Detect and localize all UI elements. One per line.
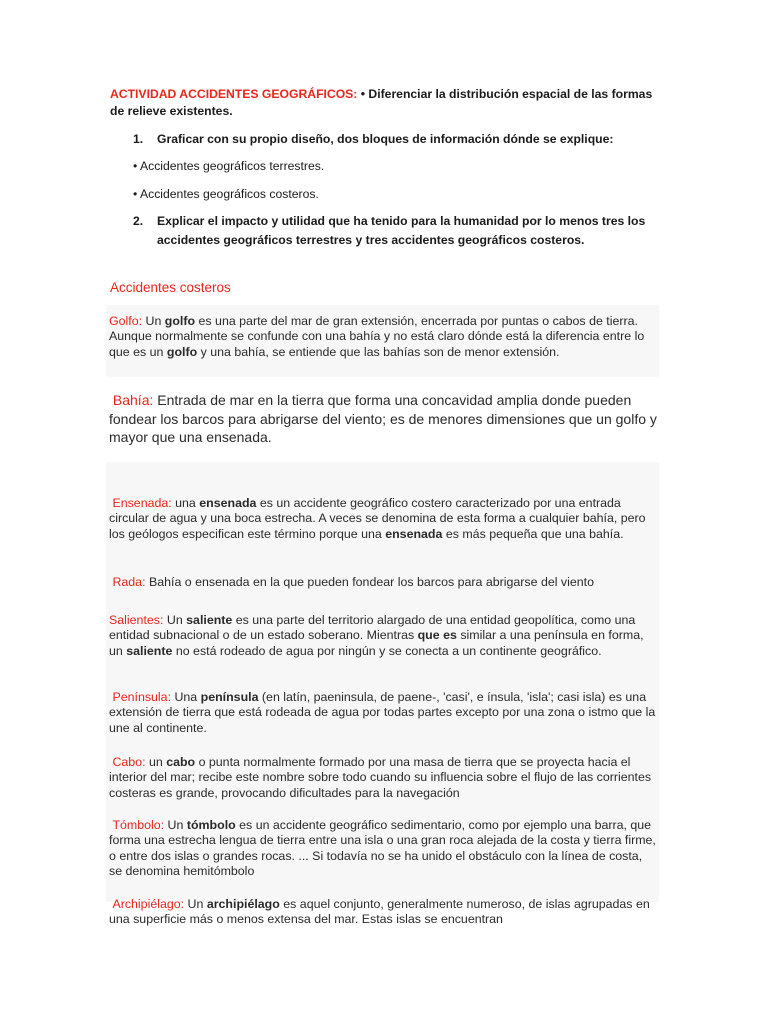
entry-peninsula: Península: Una península (en latín, paeninsula, de paene-, 'casi', e ínsula, 'isla'; casi isla) es una extensión de tierra que está rodeada de agua por todas partes excepto por una zona o istmo que la une al continente. xyxy=(109,690,656,735)
entry-cabo: Cabo: un cabo o punta normalmente formado por una masa de tierra que se proyecta hacia el interior del mar; recibe este nombre sobre todo cuando su influencia sobre el flujo de las corrientes costeras es grande, provocando dificultades para la navegación xyxy=(109,755,652,800)
term-golfo: Golfo: xyxy=(109,314,143,328)
item-text: Graficar con su propio diseño, dos bloques de información dónde se explique: xyxy=(157,132,614,146)
activity-title: ACTIVIDAD ACCIDENTES GEOGRÁFICOS: xyxy=(110,87,358,101)
instruction-item-1 xyxy=(133,130,655,149)
entry-bahia: Bahía: Entrada de mar en la tierra que forma una concavidad amplia donde pueden fondear los barcos para abrigarse del viento; es de menores dimensiones que un golfo y mayor que una ensenada. xyxy=(109,392,657,445)
term-cabo: Cabo: xyxy=(112,755,146,769)
term-salientes: Salientes: xyxy=(109,613,164,627)
section-title: Accidentes costeros xyxy=(110,280,231,295)
entry-golfo: Golfo: Un golfo es una parte del mar de gran extensión, encerrada por puntas o cabos de tierra. Aunque normalmente se confunde con una bahía y no está claro dónde está la diferencia entre lo que es un golfo y una bahía, se entiende que las bahías son de menor extensión. xyxy=(109,314,645,359)
entry-rada: Rada: Bahía o ensenada en la que pueden fondear los barcos para abrigarse del viento xyxy=(112,575,594,589)
instruction-item-2 xyxy=(133,212,655,250)
term-peninsula: Península: xyxy=(112,690,172,704)
item-number: 2. xyxy=(133,214,144,228)
term-tombolo: Tómbolo: xyxy=(112,818,165,832)
term-archipielago: Archipiélago: xyxy=(112,897,185,911)
item-text: Explicar el impacto y utilidad que ha tenido para la humanidad por lo menos tres los accidentes geográficos terrestres y tres accidentes geográficos costeros. xyxy=(157,214,646,247)
entry-archipielago: Archipiélago: Un archipiélago es aquel conjunto, generalmente numeroso, de islas agrupadas en una superficie más o menos extensa del mar. Estas islas se encuentran xyxy=(109,897,650,927)
bullet-terrestres: • Accidentes geográficos terrestres. xyxy=(133,159,325,173)
entry-tombolo: Tómbolo: Un tómbolo es un accidente geográfico sedimentario, como por ejemplo una barra, que forma una estrecha lengua de tierra entre una isla o una gran roca alejada de la costa y tierra firme, o entre dos islas o grandes rocas. ... Si todavía no se ha unido el obstáculo con la línea de costa, se denomina hemitómbolo xyxy=(109,818,656,878)
activity-header xyxy=(110,86,655,120)
item-number: 1. xyxy=(133,132,144,146)
term-ensenada: Ensenada: xyxy=(112,496,172,510)
bullet-costeros: • Accidentes geográficos costeros. xyxy=(133,187,319,201)
entry-ensenada: Ensenada: una ensenada es un accidente geográfico costero caracterizado por una entrada circular de agua y una boca estrecha. A veces se denomina de esta forma a cualquier bahía, pero los geólogos especifican este término porque una ensenada es más pequeña que una bahía. xyxy=(109,496,646,541)
entry-salientes: Salientes: Un saliente es una parte del territorio alargado de una entidad geopolítica, como una entidad subnacional o de un estado soberano. Mientras que es similar a una península en forma, un saliente no está rodeado de agua por ningún y se conecta a un continente geográfico. xyxy=(109,613,644,658)
activity-objective: • Diferenciar la distribución espacial de las formas de relieve existentes. xyxy=(110,87,653,118)
term-bahia: Bahía: xyxy=(112,392,154,408)
term-rada: Rada: xyxy=(112,575,146,589)
